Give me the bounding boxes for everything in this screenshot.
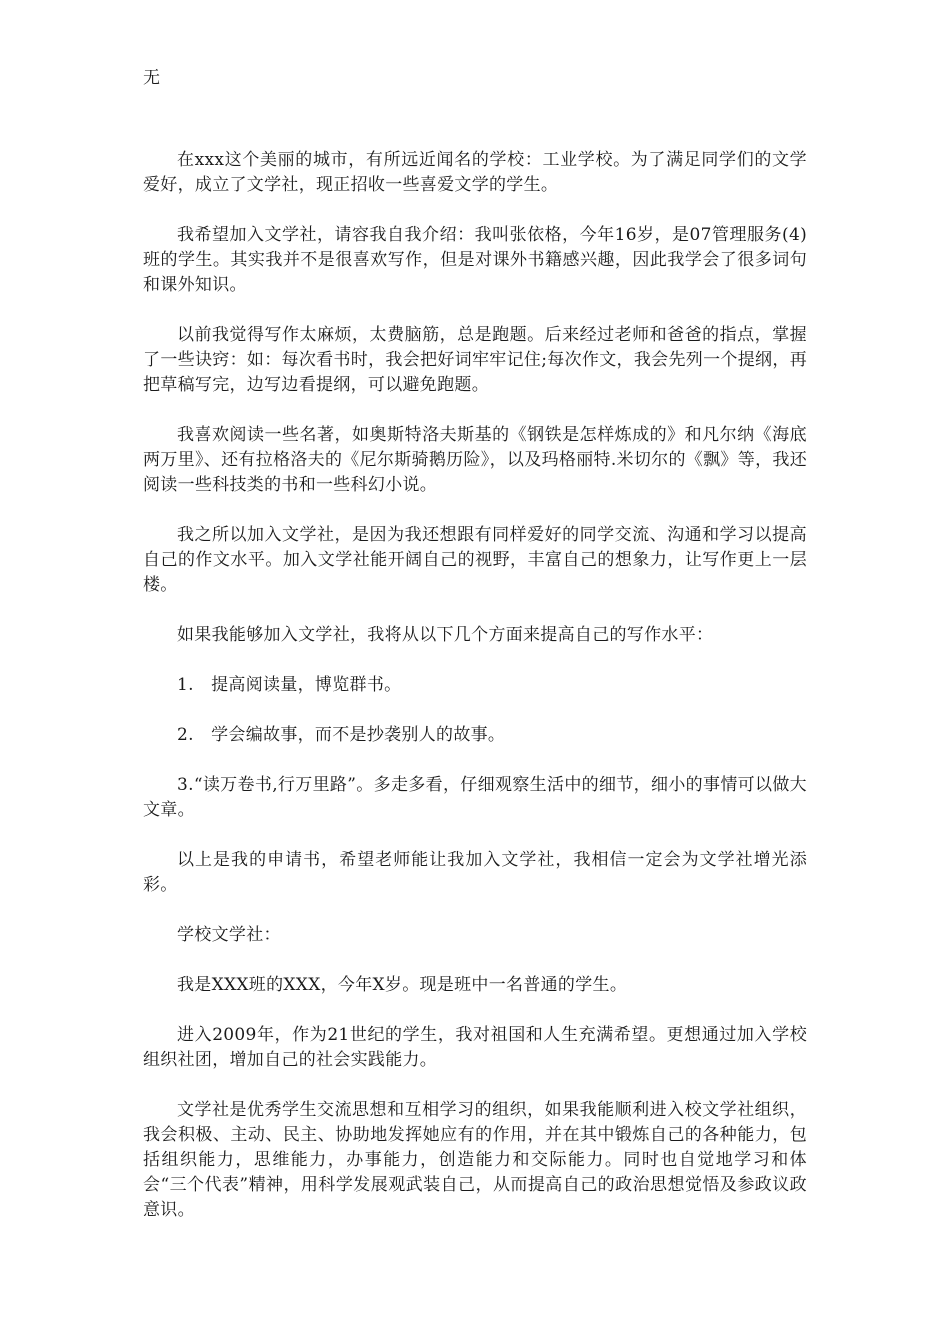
paragraph-society-role: 文学社是优秀学生交流思想和互相学习的组织，如果我能顺利进入校文学社组织，我会积极、主动、民主、协助地发挥她应有的作用，并在其中锻炼自己的各种能力，包括组织能力，思维能力，办事能力，创造能力和交际能力。同时也自觉地学习和体会“三个代表”精神，用科学发展观武装自己，从而提高自己的政治思想觉悟及参政议政意识。 <box>143 1100 807 1220</box>
list-item: 3.“读万卷书,行万里路”。多走多看，仔细观察生活中的细节，细小的事情可以做大文章。 <box>143 775 807 820</box>
paragraph-closing: 以上是我的申请书，希望老师能让我加入文学社，我相信一定会为文学社增光添彩。 <box>143 850 807 895</box>
header-mark: 无 <box>143 68 160 88</box>
paragraph-aspiration: 进入2009年，作为21世纪的学生，我对祖国和人生充满希望。更想通过加入学校组织社团，增加自己的社会实践能力。 <box>143 1025 807 1070</box>
list-item: 2. 学会编故事，而不是抄袭别人的故事。 <box>177 725 506 745</box>
paragraph-self-introduction: 我希望加入文学社，请容我自我介绍：我叫张依格，今年16岁，是07管理服务(4)班的学生。其实我并不是很喜欢写作，但是对课外书籍感兴趣，因此我学会了很多词句和课外知识。 <box>143 225 807 295</box>
document-body <box>143 148 807 1248</box>
list-item: 1. 提高阅读量，博览群书。 <box>177 675 402 695</box>
paragraph-salutation: 学校文学社： <box>177 925 281 945</box>
paragraph-writing-tips: 以前我觉得写作太麻烦，太费脑筋，总是跑题。后来经过老师和爸爸的指点，掌握了一些诀窍：如：每次看书时，我会把好词牢牢记住;每次作文，我会先列一个提纲，再把草稿写完，边写边看提纲，可以避免跑题。 <box>143 325 807 395</box>
paragraph-student-intro: 我是XXX班的XXX，今年X岁。现是班中一名普通的学生。 <box>177 975 628 995</box>
paragraph-reason: 我之所以加入文学社，是因为我还想跟有同样爱好的同学交流、沟通和学习以提高自己的作文水平。加入文学社能开阔自己的视野，丰富自己的想象力，让写作更上一层楼。 <box>143 525 807 595</box>
paragraph-reading: 我喜欢阅读一些名著，如奥斯特洛夫斯基的《钢铁是怎样炼成的》和凡尔纳《海底两万里》、还有拉格洛夫的《尼尔斯骑鹅历险》，以及玛格丽特.米切尔的《飘》等，我还阅读一些科技类的书和一些科幻小说。 <box>143 425 807 495</box>
paragraph-plan-lead: 如果我能够加入文学社，我将从以下几个方面来提高自己的写作水平： <box>177 625 714 645</box>
paragraph-intro: 在xxx这个美丽的城市，有所远近闻名的学校：工业学校。为了满足同学们的文学爱好，成立了文学社，现正招收一些喜爱文学的学生。 <box>143 150 807 195</box>
